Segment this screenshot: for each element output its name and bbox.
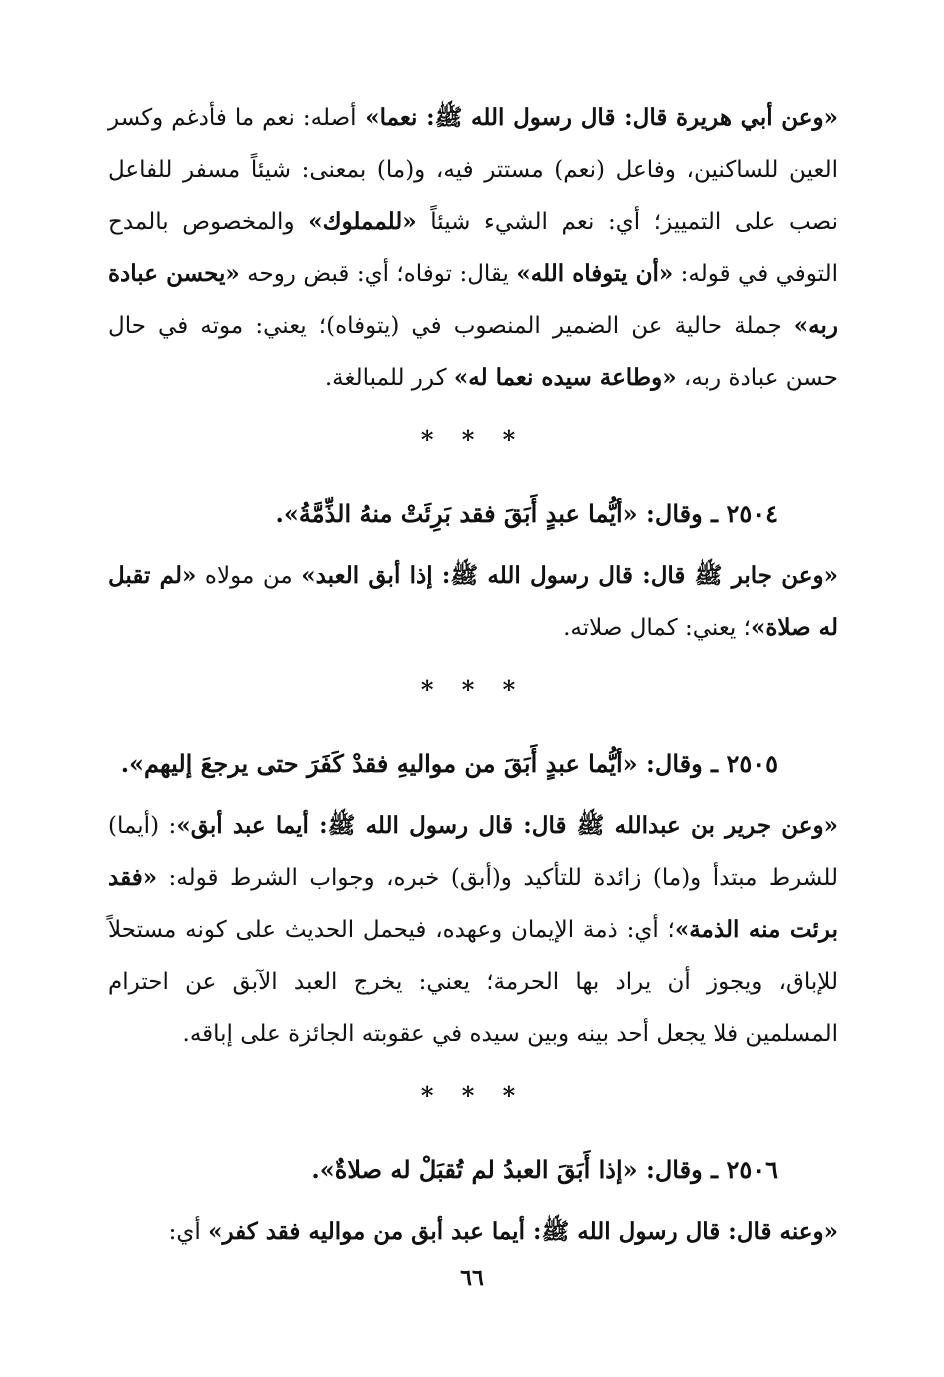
hadith-heading-2506: ٢٥٠٦ ـ وقال: «إذا أَبَقَ العبدُ لم تُقبَلْ له صلاةٌ». [311, 1155, 778, 1184]
section-separator: * * * [420, 675, 526, 704]
text-plain: أصله: نعم ما فأدغم وكسر العين للساكنين، وفاعل (نعم) مستتر فيه، و(ما) بمعنى: شيئاً مسفر للفاعل نصب على التمييز؛ أي: نعم الشيء شيئاً [108, 105, 839, 235]
text-plain: : (أيما) للشرط مبتدأ و(ما) زائدة للتأكيد و(أبق) خبره، وجواب الشرط قوله: [108, 813, 838, 891]
hadith-heading-2505: ٢٥٠٥ ـ وقال: «أيُّما عبدٍ أَبَقَ من مواليهِ فقدْ كَفَرَ حتى يرجعَ إليهم». [120, 749, 778, 778]
text-bold: «أن يتوفاه الله» [516, 260, 674, 287]
commentary-paragraph-1 [108, 92, 838, 404]
text-bold: «يحسن عبادة ربه» [108, 260, 838, 339]
text-plain: ؛ يعني: كمال صلاته. [563, 615, 751, 641]
text-bold: «وعن جابر ﷺ قال: قال رسول الله ﷺ: إذا أبق العبد» [301, 562, 838, 589]
text-bold: «لم تقبل له صلاة» [108, 562, 838, 641]
text-plain: يقال: توفاه؛ أي: قبض روحه [239, 261, 517, 287]
page-number: ٦٦ [460, 1265, 484, 1291]
commentary-paragraph-3 [108, 800, 838, 1060]
section-separator: * * * [420, 425, 526, 454]
text-plain: والمخصوص بالمدح التوفي في قوله: [108, 209, 838, 287]
section-separator: * * * [420, 1081, 526, 1110]
text-plain: ؛ أي: ذمة الإيمان وعهده، فيحمل الحديث على كونه مستحلاً للإباق، ويجوز أن يراد بها الحرمة؛ يعني: يخرج العبد الآبق عن احترام المسلمين فلا يجعل أحد بينه وبين سيده في عقوبته الجائزة على إباقه. [108, 917, 838, 1047]
text-plain: جملة حالية عن الضمير المنصوب في (يتوفاه)؛ يعني: موته في حال حسن عبادة ربه، [108, 313, 838, 391]
text-bold: «فقد برئت منه الذمة» [108, 864, 838, 943]
commentary-paragraph-2 [108, 550, 838, 654]
text-bold: «وعن جرير بن عبدالله ﷺ قال: قال رسول الله ﷺ: أيما عبد أبق» [176, 812, 838, 839]
text-bold: «وطاعة سيده نعما له» [453, 364, 677, 391]
text-plain: من مولاه [196, 563, 302, 589]
text-plain: كرر للمبالغة. [324, 365, 454, 391]
text-bold: «وعنه قال: قال رسول الله ﷺ: أيما عبد أبق من مواليه فقد كفر» [208, 1218, 838, 1245]
text-bold: «وعن أبي هريرة قال: قال رسول الله ﷺ: نعما» [356, 104, 839, 131]
text-bold: «للمملوك» [308, 208, 417, 235]
page-body [108, 92, 838, 1258]
hadith-heading-2504: ٢٥٠٤ ـ وقال: «أيُّما عبدٍ أَبَقَ فقد بَرِئَتْ منهُ الذِّمَّةُ». [275, 499, 778, 528]
commentary-paragraph-4 [108, 1206, 838, 1258]
text-plain: أي: [168, 1219, 209, 1245]
